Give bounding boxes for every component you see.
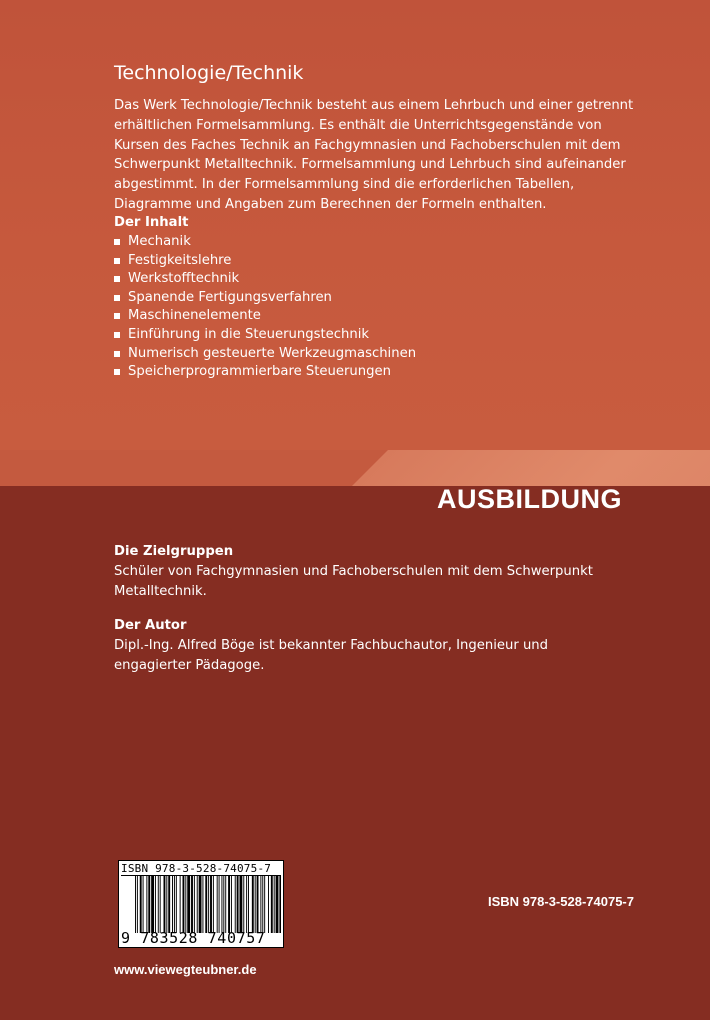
barcode-bar <box>143 875 144 933</box>
barcode-bar <box>228 875 230 933</box>
barcode-bar <box>183 875 185 933</box>
list-item-label: Numerisch gesteuerte Werkzeugmaschinen <box>128 345 417 361</box>
list-item-label: Werkstofftechnik <box>128 271 240 287</box>
bullet-icon <box>114 258 120 264</box>
barcode-bar <box>235 875 236 933</box>
intro-paragraph: Das Werk Technologie/Technik besteht aus einem Lehrbuch und einer getrennt erhältlichen Formelsammlung. Es enthält die Unterrichtsgegenstände von Kursen des Faches Technik an Fachgymnasien und Fachoberschulen mit dem Schwerpunkt Metalltechnik. Formelsammlung und Lehrbuch sind aufeinander abgestimmt. In der Formelsammlung sind die erforderlichen Tabellen, Diagramme und Angaben zum Berechnen der Formeln enthalten. <box>114 98 634 212</box>
list-item <box>114 270 416 289</box>
barcode-ean-digits: 9 783528 740757 <box>121 929 266 947</box>
barcode-bar <box>148 875 150 933</box>
barcode-bar <box>202 875 203 933</box>
list-item-label: Spanende Fertigungsverfahren <box>128 289 332 305</box>
barcode-bar <box>219 875 220 933</box>
barcode-bar <box>205 875 207 933</box>
barcode-bar <box>255 875 256 933</box>
barcode-bar <box>135 875 136 933</box>
bullet-icon <box>114 313 120 319</box>
barcode-bar <box>246 875 247 933</box>
isbn-text: ISBN 978-3-528-74075-7 <box>488 894 634 909</box>
list-item <box>114 289 416 308</box>
barcode-bar <box>210 875 212 933</box>
target-groups-text: Schüler von Fachgymnasien und Fachoberschulen mit dem Schwerpunkt Metalltechnik. <box>114 564 593 599</box>
barcode-bar <box>146 875 147 933</box>
list-item-label: Maschinenelemente <box>128 308 261 324</box>
list-item <box>114 233 416 252</box>
target-groups-heading: Die Zielgruppen <box>114 544 234 559</box>
barcode-bar <box>279 875 281 933</box>
barcode-bar <box>240 875 243 933</box>
list-item <box>114 326 416 345</box>
barcode-bar <box>274 875 275 933</box>
bullet-icon <box>114 351 120 357</box>
divider-band-highlight <box>352 450 710 486</box>
bullet-icon <box>114 276 120 282</box>
barcode-bar <box>264 875 265 933</box>
barcode-bar <box>268 875 269 933</box>
barcode-bar <box>185 875 186 933</box>
author-heading: Der Autor <box>114 618 187 633</box>
bullet-icon <box>114 369 120 375</box>
barcode-bar <box>140 875 142 933</box>
list-item-label: Mechanik <box>128 234 191 249</box>
barcode-bar <box>243 875 244 933</box>
barcode-bar <box>252 875 254 933</box>
top-panel <box>0 0 710 450</box>
barcode-bar <box>223 875 224 933</box>
book-title: Technologie/Technik <box>114 62 304 84</box>
barcode-bar <box>187 875 190 933</box>
barcode-bar <box>160 875 161 933</box>
barcode-bar <box>176 875 177 933</box>
barcode-bar <box>180 875 181 933</box>
publisher-url[interactable]: www.viewegteubner.de <box>114 962 257 977</box>
barcode-bar <box>199 875 202 933</box>
barcode-bar <box>166 875 167 933</box>
barcode-bar <box>248 875 249 933</box>
barcode-bars <box>135 875 281 933</box>
barcode-bar <box>225 875 226 933</box>
barcode-bar <box>213 875 214 933</box>
barcode <box>118 860 284 948</box>
series-banner: AUSBILDUNG <box>437 484 622 514</box>
bullet-icon <box>114 239 120 245</box>
author-text: Dipl.-Ing. Alfred Böge ist bekannter Fachbuchautor, Ingenieur und engagierter Pädagoge. <box>114 638 549 673</box>
barcode-bar <box>221 875 222 933</box>
barcode-isbn-label: ISBN 978-3-528-74075-7 <box>121 862 281 876</box>
barcode-bar <box>237 875 239 933</box>
barcode-bar <box>217 875 218 933</box>
barcode-bar <box>158 875 159 933</box>
list-item <box>114 345 416 364</box>
barcode-bar <box>262 875 263 933</box>
contents-heading: Der Inhalt <box>114 215 189 230</box>
barcode-bar <box>276 875 279 933</box>
barcode-bar <box>231 875 232 933</box>
list-item <box>114 307 416 326</box>
list-item-label: Einführung in die Steuerungstechnik <box>128 326 370 342</box>
barcode-bar <box>174 875 175 933</box>
divider-band <box>0 450 710 486</box>
bullet-icon <box>114 332 120 338</box>
barcode-bar <box>155 875 156 933</box>
barcode-bar <box>137 875 138 933</box>
barcode-bar <box>257 875 259 933</box>
barcode-bar <box>271 875 273 933</box>
barcode-bar <box>191 875 193 933</box>
barcode-bar <box>151 875 154 933</box>
list-item-label: Festigkeitslehre <box>128 252 232 268</box>
barcode-bar <box>208 875 209 933</box>
barcode-bar <box>168 875 170 933</box>
barcode-bar <box>172 875 173 933</box>
barcode-bar <box>164 875 166 933</box>
list-item-label: Speicherprogrammierbare Steuerungen <box>128 364 391 380</box>
contents-list <box>114 233 416 382</box>
list-item <box>114 363 416 382</box>
barcode-bar <box>194 875 195 933</box>
bullet-icon <box>114 295 120 301</box>
barcode-bar <box>197 875 198 933</box>
barcode-bar <box>260 875 261 933</box>
list-item <box>114 252 416 271</box>
